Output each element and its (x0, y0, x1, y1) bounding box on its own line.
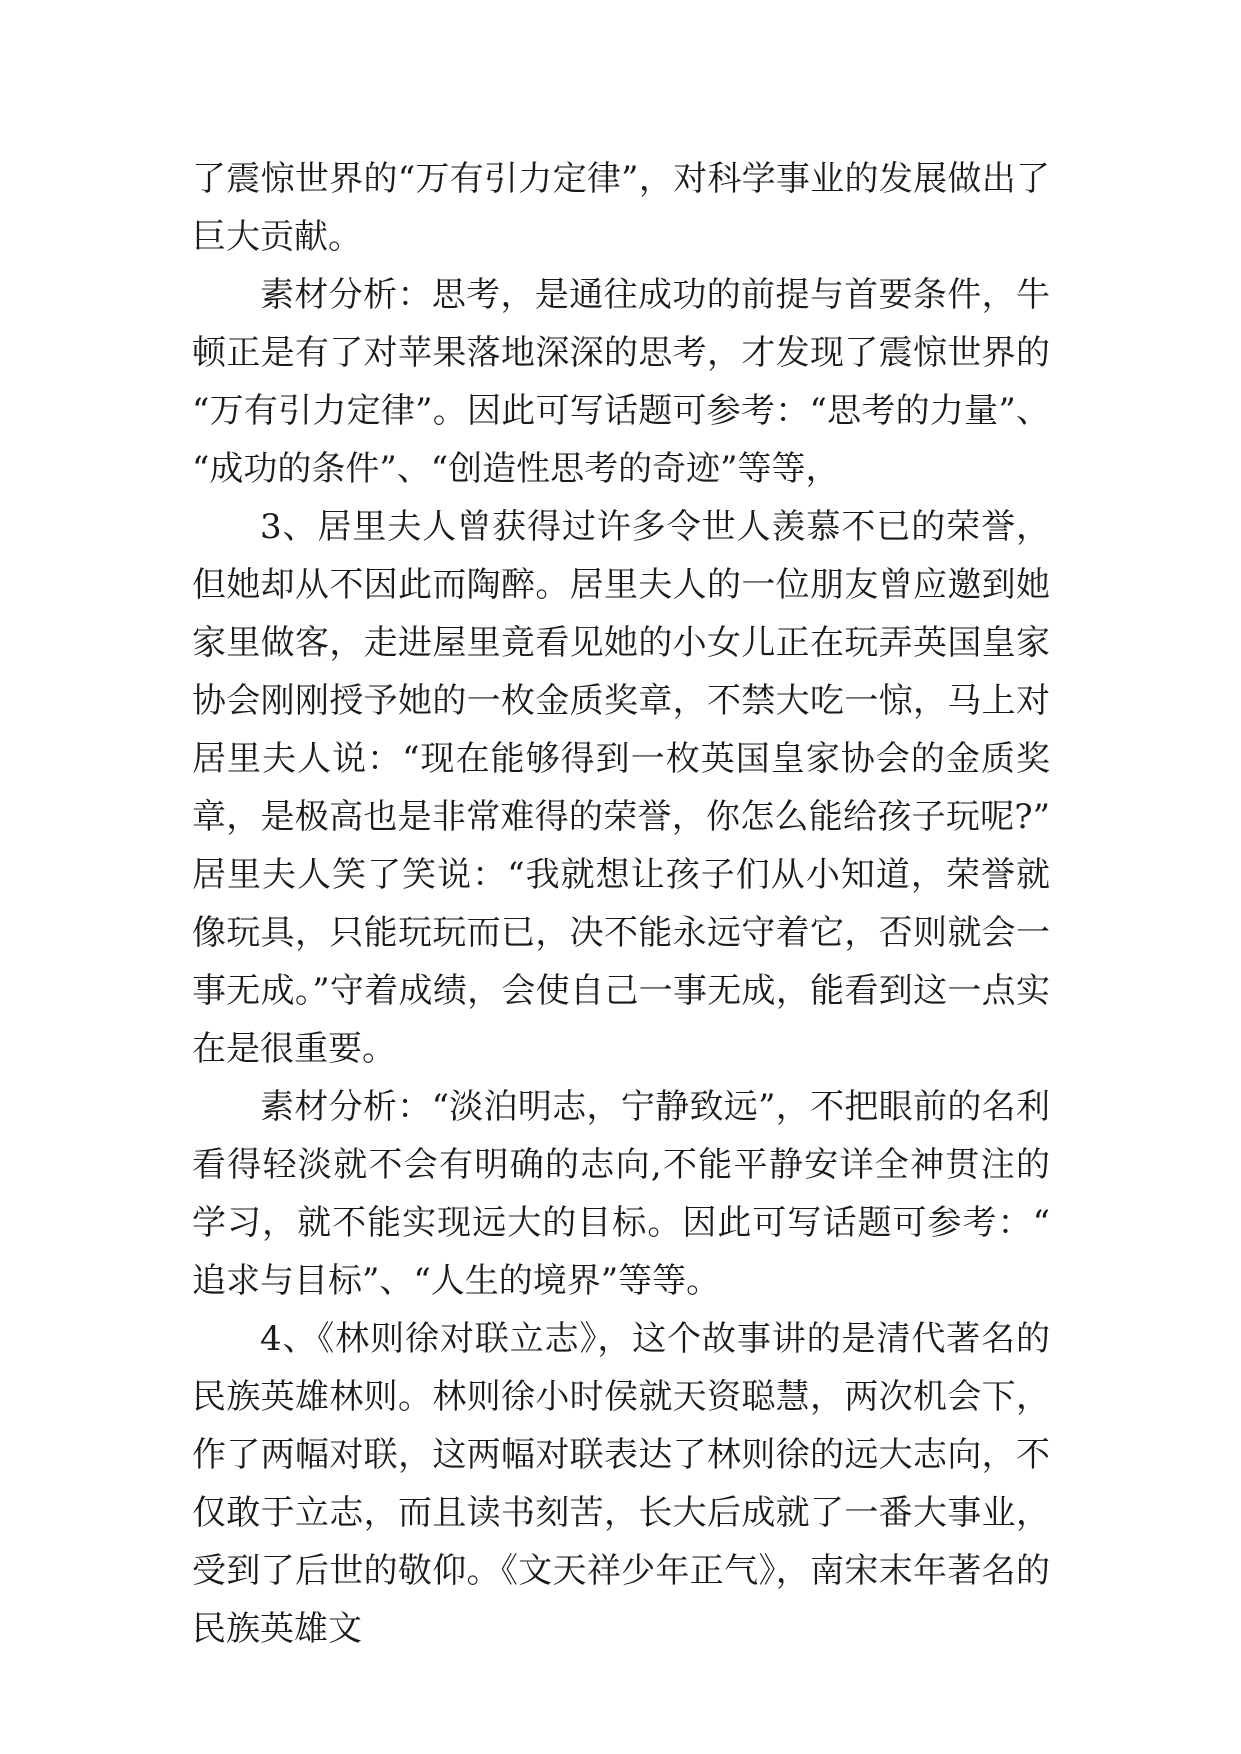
paragraph-newton-ending: 了震惊世界的“万有引力定律”，对科学事业的发展做出了巨大贡献。 (192, 159, 1050, 257)
paragraph-analysis-3: 素材分析：“淡泊明志，宁静致远”，不把眼前的名利看得轻淡就不会有明确的志向,不能平静安详全神贯注的学习，就不能实现远大的目标。因此可写话题可参考：“追求与目标”、“人生的境界”等等。 (192, 1087, 1050, 1301)
paragraph-analysis-2: 素材分析：思考，是通往成功的前提与首要条件，牛顿正是有了对苹果落地深深的思考，才发现了震惊世界的“万有引力定律”。因此可写话题可参考：“思考的力量”、“成功的条件”、“创造性思考的奇迹”等等， (192, 275, 1050, 489)
paragraph-story-3: 3、居里夫人曾获得过许多令世人羡慕不已的荣誉，但她却从不因此而陶醉。居里夫人的一位朋友曾应邀到她家里做客，走进屋里竟看见她的小女儿正在玩弄英国皇家协会刚刚授予她的一枚金质奖章，不禁大吃一惊，马上对居里夫人说：“现在能够得到一枚英国皇家协会的金质奖章，是极高也是非常难得的荣誉，你怎么能给孩子玩呢?”居里夫人笑了笑说：“我就想让孩子们从小知道，荣誉就像玩具，只能玩玩而已，决不能永远守着它，否则就会一事无成。”守着成绩，会使自己一事无成，能看到这一点实在是很重要。 (192, 507, 1050, 1069)
paragraph-story-4: 4、《林则徐对联立志》，这个故事讲的是清代著名的民族英雄林则。林则徐小时侯就天资聪慧，两次机会下，作了两幅对联，这两幅对联表达了林则徐的远大志向，不仅敢于立志，而且读书刻苦，长大后成就了一番大事业，受到了后世的敬仰。《文天祥少年正气》，南宋末年著名的民族英雄文 (192, 1319, 1050, 1649)
document-body (192, 150, 1050, 1658)
